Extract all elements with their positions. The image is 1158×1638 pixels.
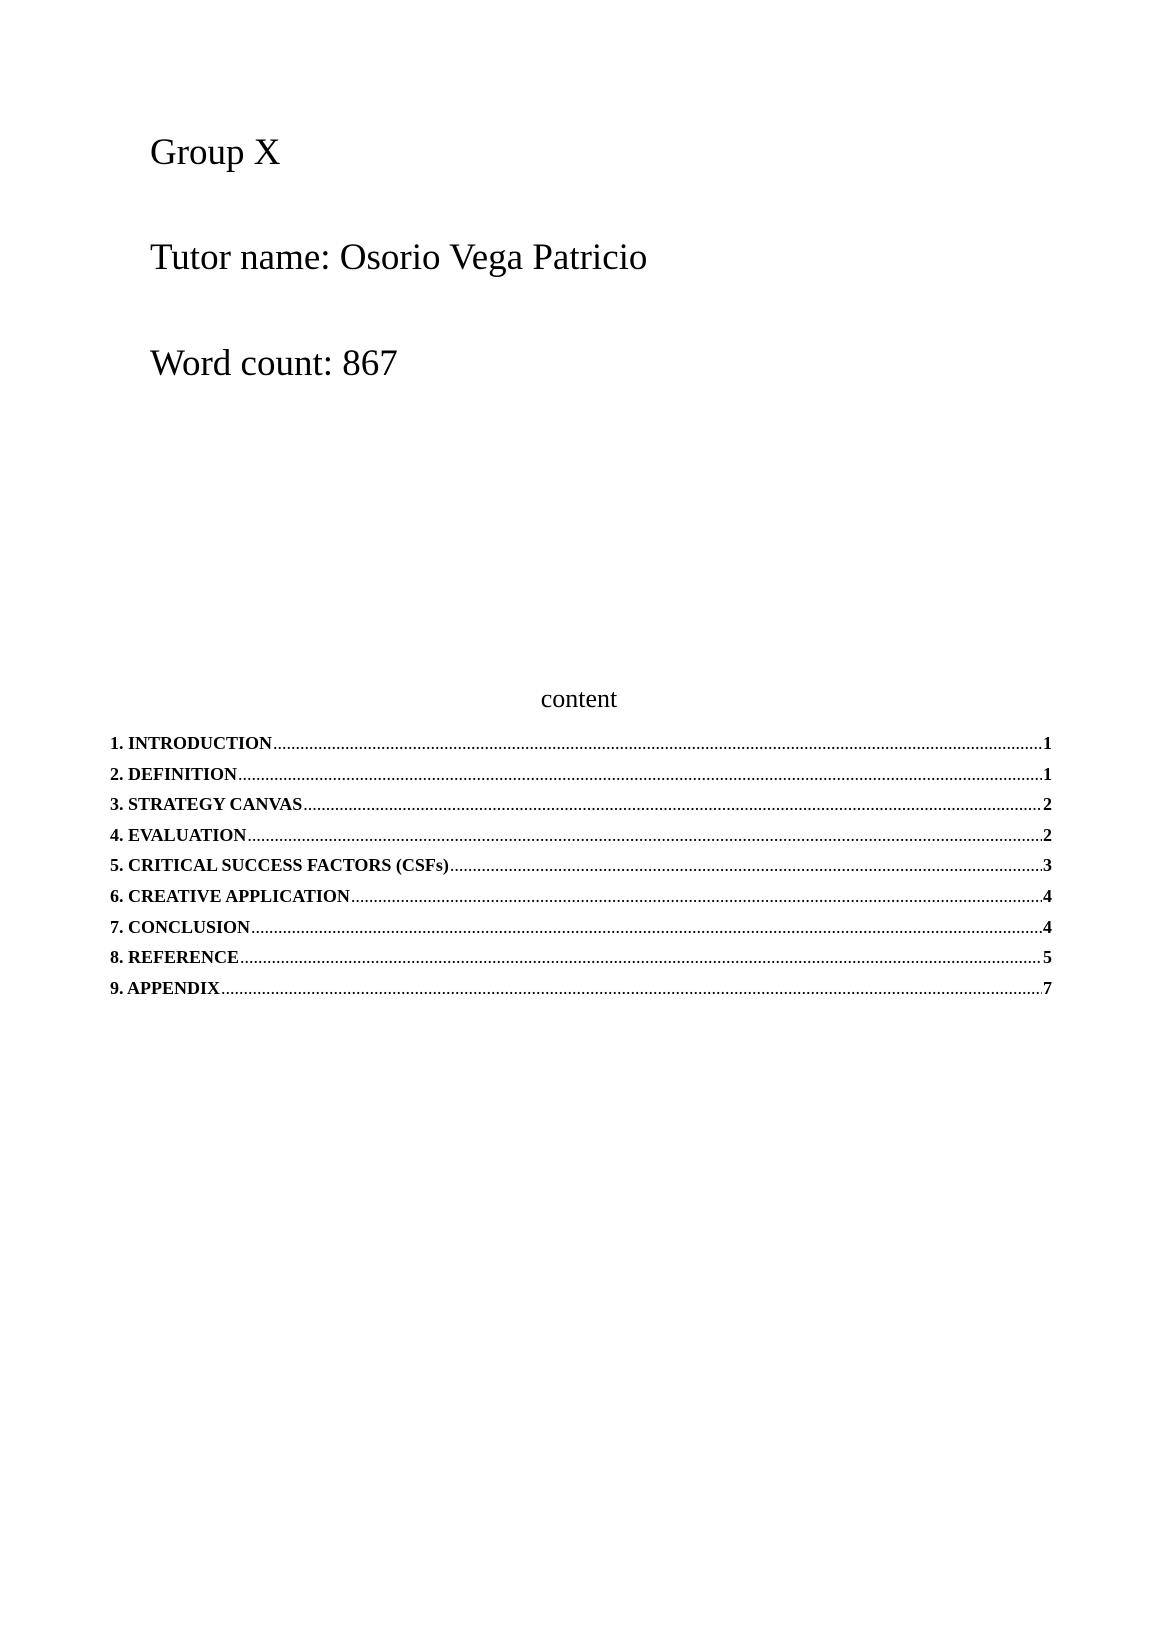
table-of-contents: [110, 733, 1052, 1008]
toc-leader-dots: [450, 855, 1042, 875]
toc-entry-critical-success-factors[interactable]: [110, 855, 1052, 886]
toc-entry-page: 5: [1043, 947, 1052, 968]
toc-entry-reference[interactable]: [110, 947, 1052, 978]
toc-entry-appendix[interactable]: [110, 978, 1052, 1009]
toc-entry-introduction[interactable]: [110, 733, 1052, 764]
toc-title: content: [540, 684, 618, 713]
toc-leader-dots: [240, 947, 1042, 967]
toc-entry-label: 2. DEFINITION: [110, 763, 238, 784]
tutor-name: Tutor name: Osorio Vega Patricio: [150, 237, 648, 278]
toc-leader-dots: [273, 733, 1042, 753]
toc-entry-label: 4. EVALUATION: [110, 824, 247, 845]
toc-entry-definition[interactable]: [110, 764, 1052, 795]
toc-entry-page: 7: [1043, 977, 1052, 998]
toc-entry-creative-application[interactable]: [110, 886, 1052, 917]
toc-entry-evaluation[interactable]: [110, 825, 1052, 856]
toc-leader-dots: [238, 764, 1042, 784]
toc-entry-label: 9. APPENDIX: [110, 977, 221, 998]
toc-leader-dots: [351, 886, 1042, 906]
toc-entry-label: 5. CRITICAL SUCCESS FACTORS (CSFs): [110, 855, 449, 876]
toc-entry-page: 2: [1043, 794, 1052, 815]
toc-entry-conclusion[interactable]: [110, 917, 1052, 948]
toc-entry-label: 6. CREATIVE APPLICATION: [110, 885, 350, 906]
toc-leader-dots: [247, 825, 1042, 845]
toc-leader-dots: [221, 978, 1042, 998]
toc-entry-page: 2: [1043, 824, 1052, 845]
toc-entry-label: 3. STRATEGY CANVAS: [110, 794, 303, 815]
toc-entry-label: 8. REFERENCE: [110, 947, 240, 968]
toc-entry-page: 4: [1043, 916, 1052, 937]
toc-entry-page: 3: [1043, 855, 1052, 876]
toc-entry-page: 1: [1043, 733, 1052, 753]
toc-entry-label: 7. CONCLUSION: [110, 916, 251, 937]
toc-leader-dots: [303, 794, 1042, 814]
word-count: Word count: 867: [150, 343, 398, 384]
group-name: Group X: [150, 132, 281, 173]
toc-entry-label: 1. INTRODUCTION: [110, 733, 273, 753]
toc-entry-page: 1: [1043, 763, 1052, 784]
toc-leader-dots: [251, 917, 1042, 937]
toc-entry-page: 4: [1043, 885, 1052, 906]
toc-entry-strategy-canvas[interactable]: [110, 794, 1052, 825]
